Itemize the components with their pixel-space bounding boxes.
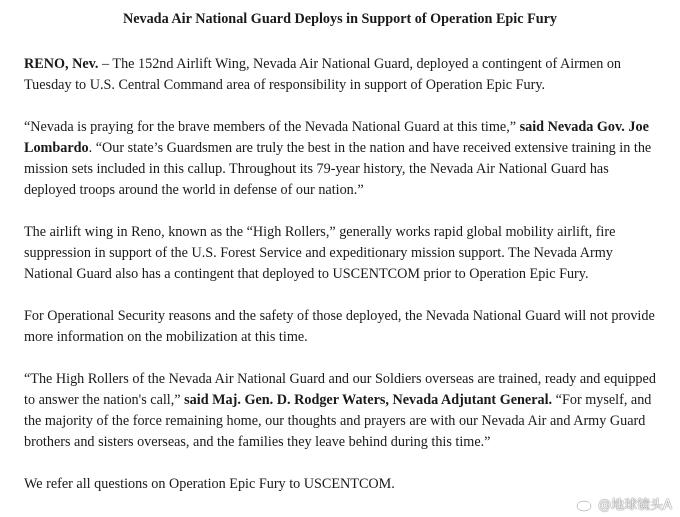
weibo-icon xyxy=(576,496,594,512)
quote-attribution: said Nevada Gov. Joe Lombardo xyxy=(24,119,649,156)
paragraph-governor-quote xyxy=(24,117,664,201)
paragraph-closing: We refer all questions on Operation Epic Fury to USCENTCOM. xyxy=(24,476,395,492)
paragraph-text: – The 152nd Airlift Wing, Nevada Air National Guard, deployed a contingent of Airmen on Tuesday to U.S. Central Command area of responsibility in support of Operation Epic Fury. xyxy=(24,56,622,93)
paragraph-dateline xyxy=(24,54,664,96)
paragraph-text: . “Our state’s Guardsmen are truly the best in the nation and have received extensive training in the mission sets included in this callup. Throughout its 79-year history, the Nevada Air National Guard has deployed troops around the world in defense of our nation.” xyxy=(24,140,652,198)
watermark-text: @地球镜头A xyxy=(598,498,672,513)
quote-attribution: said Maj. Gen. D. Rodger Waters, Nevada Adjutant General. xyxy=(184,392,553,408)
dateline: RENO, Nev. xyxy=(24,56,99,72)
quote-text: “Nevada is praying for the brave members of the Nevada National Guard at this time,” xyxy=(24,119,520,135)
paragraph-opsec: For Operational Security reasons and the safety of those deployed, the Nevada National Guard will not provide more information on the mobilization at this time. xyxy=(24,308,655,345)
paragraph-airlift-wing: The airlift wing in Reno, known as the “High Rollers,” generally works rapid global mobility airlift, fire suppression in support of the U.S. Forest Service and expeditionary mission support. The Nevada Army National Guard also has a contingent that deployed to USCENTCOM prior to Operation Epic Fury. xyxy=(24,224,616,282)
paragraph-adjutant-quote xyxy=(24,369,664,453)
quote-text: “The High Rollers of the Nevada Air National Guard and our Soldiers overseas are trained, ready and equipped to answer the nation's call,” xyxy=(24,371,656,408)
page-title: Nevada Air National Guard Deploys in Support of Operation Epic Fury xyxy=(122,11,558,27)
press-release xyxy=(24,0,664,495)
watermark xyxy=(576,494,672,513)
paragraph-text: “For myself, and the majority of the force remaining home, our thoughts and prayers are with our Nevada Air and Army Guard brothers and sisters overseas, and the families they leave behind during this time.” xyxy=(24,392,652,450)
